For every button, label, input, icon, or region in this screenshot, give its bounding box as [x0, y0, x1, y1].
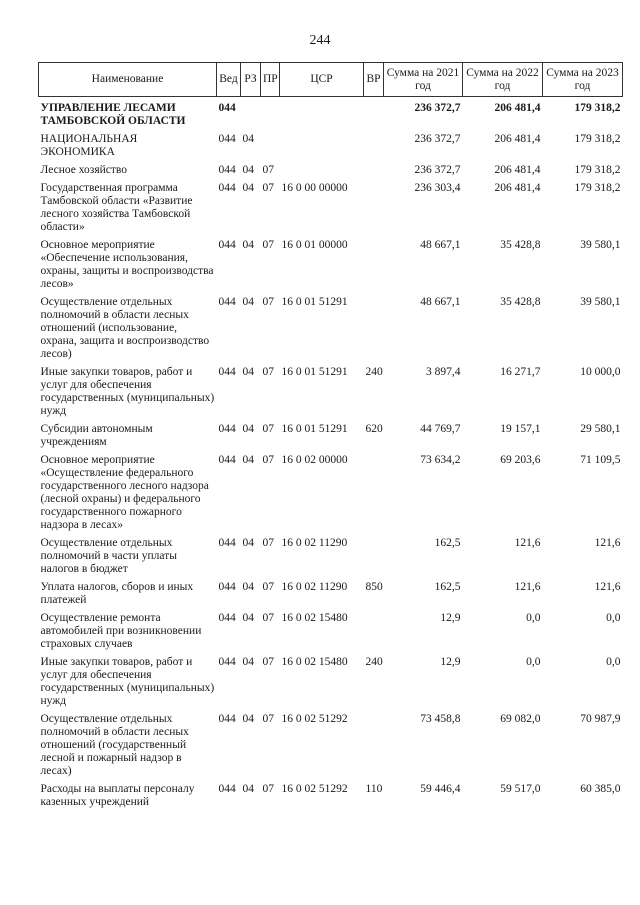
cell-ved: 044 — [218, 296, 236, 308]
cell-pr: 07 — [262, 713, 274, 725]
cell-sum-2023: 179 318,2 — [574, 133, 621, 145]
cell-sum-2021: 44 769,7 — [420, 423, 461, 435]
cell-ved: 044 — [218, 164, 236, 176]
cell-vr: 110 — [365, 783, 383, 795]
cell-pr: 07 — [262, 537, 274, 549]
header-sum-2022: Сумма на 2022 год — [463, 63, 543, 97]
cell-rz — [241, 97, 261, 134]
cell-name: Основное мероприятие «Обеспечение использования, охраны, защиты и воспроизводства лесов» — [40, 239, 214, 290]
header-pr: ПР — [261, 63, 280, 97]
cell-pr: 07 — [262, 656, 274, 668]
cell-csr: 16 0 02 15480 — [281, 612, 348, 624]
cell-pr — [261, 133, 280, 164]
table-row — [39, 612, 623, 656]
cell-csr: 16 0 02 11290 — [281, 537, 348, 549]
cell-sum-2023: 39 580,1 — [580, 296, 621, 308]
cell-sum-2022: 206 481,4 — [494, 164, 541, 176]
cell-sum-2022: 0,0 — [526, 612, 541, 624]
cell-vr — [364, 97, 384, 134]
cell-csr — [280, 133, 364, 164]
cell-csr: 16 0 02 00000 — [281, 454, 348, 466]
cell-rz: 04 — [242, 239, 254, 251]
cell-ved: 044 — [218, 423, 236, 435]
cell-csr: 16 0 01 00000 — [281, 239, 348, 251]
cell-name: Осуществление ремонта автомобилей при возникновении страховых случаев — [40, 612, 202, 650]
cell-csr — [280, 97, 364, 134]
cell-vr — [364, 164, 384, 182]
cell-csr: 16 0 02 11290 — [281, 581, 348, 593]
cell-sum-2021: 162,5 — [434, 537, 461, 549]
cell-ved: 044 — [218, 537, 236, 549]
table-row — [39, 783, 623, 814]
header-vr: ВР — [364, 63, 384, 97]
cell-vr — [364, 454, 384, 537]
cell-pr — [261, 97, 280, 134]
cell-name: Иные закупки товаров, работ и услуг для обеспечения государственных (муниципальных) нужд — [40, 366, 215, 417]
cell-rz: 04 — [242, 133, 254, 145]
cell-rz: 04 — [242, 296, 254, 308]
cell-name: Осуществление отдельных полномочий в области лесных отношений (государственный лесной и пожарный надзор в лесах) — [40, 713, 189, 777]
cell-sum-2022: 206 481,4 — [494, 102, 541, 114]
cell-ved: 044 — [218, 366, 236, 378]
cell-vr — [364, 239, 384, 296]
cell-pr: 07 — [262, 783, 274, 795]
cell-sum-2022: 121,6 — [514, 581, 541, 593]
cell-sum-2021: 12,9 — [440, 656, 461, 668]
cell-sum-2021: 73 634,2 — [420, 454, 461, 466]
cell-sum-2023: 60 385,0 — [580, 783, 621, 795]
cell-rz: 04 — [242, 713, 254, 725]
cell-rz: 04 — [242, 182, 254, 194]
cell-vr — [364, 713, 384, 783]
cell-sum-2022: 16 271,7 — [500, 366, 541, 378]
cell-name: Иные закупки товаров, работ и услуг для обеспечения государственных (муниципальных) нужд — [40, 656, 215, 707]
cell-csr: 16 0 00 00000 — [281, 182, 348, 194]
table-row — [39, 713, 623, 783]
cell-sum-2023: 29 580,1 — [580, 423, 621, 435]
cell-sum-2022: 69 082,0 — [500, 713, 541, 725]
cell-sum-2022: 69 203,6 — [500, 454, 541, 466]
table-row — [39, 296, 623, 366]
cell-ved: 044 — [218, 713, 236, 725]
cell-sum-2023: 121,6 — [594, 581, 621, 593]
cell-sum-2021: 236 372,7 — [414, 164, 461, 176]
table-body — [39, 97, 623, 815]
cell-vr — [364, 182, 384, 239]
cell-csr: 16 0 01 51291 — [281, 296, 348, 308]
cell-sum-2021: 162,5 — [434, 581, 461, 593]
cell-pr: 07 — [262, 612, 274, 624]
cell-vr: 240 — [365, 366, 383, 378]
header-ved: Вед — [217, 63, 241, 97]
cell-name: Государственная программа Тамбовской области «Развитие лесного хозяйства Тамбовской области» — [40, 182, 193, 233]
page-number: 244 — [309, 33, 331, 48]
cell-vr — [364, 537, 384, 581]
cell-vr: 240 — [365, 656, 383, 668]
cell-csr — [280, 164, 364, 182]
cell-rz: 04 — [242, 537, 254, 549]
cell-sum-2021: 236 303,4 — [414, 182, 461, 194]
budget-table — [38, 62, 623, 814]
cell-vr — [364, 612, 384, 656]
cell-csr: 16 0 02 51292 — [281, 783, 348, 795]
cell-pr: 07 — [262, 423, 274, 435]
cell-sum-2021: 48 667,1 — [420, 239, 461, 251]
cell-sum-2022: 0,0 — [526, 656, 541, 668]
cell-name: УПРАВЛЕНИЕ ЛЕСАМИ ТАМБОВСКОЙ ОБЛАСТИ — [40, 102, 186, 127]
table-row — [39, 366, 623, 423]
cell-ved: 044 — [218, 102, 236, 114]
table-row — [39, 656, 623, 713]
cell-ved: 044 — [218, 182, 236, 194]
table-row — [39, 454, 623, 537]
cell-name: Осуществление отдельных полномочий в части уплаты налогов в бюджет — [40, 537, 177, 575]
cell-name: НАЦИОНАЛЬНАЯ ЭКОНОМИКА — [40, 133, 138, 158]
cell-vr: 850 — [365, 581, 383, 593]
table-row — [39, 239, 623, 296]
cell-rz: 04 — [242, 612, 254, 624]
header-csr: ЦСР — [280, 63, 364, 97]
cell-name: Лесное хозяйство — [40, 164, 128, 176]
cell-csr: 16 0 02 15480 — [281, 656, 348, 668]
header-sum-2023: Сумма на 2023 год — [543, 63, 623, 97]
header-rz: РЗ — [241, 63, 261, 97]
cell-rz: 04 — [242, 164, 254, 176]
table-header-row — [39, 63, 623, 97]
cell-sum-2021: 236 372,7 — [414, 133, 461, 145]
cell-ved: 044 — [218, 783, 236, 795]
cell-vr: 620 — [365, 423, 383, 435]
cell-rz: 04 — [242, 423, 254, 435]
cell-sum-2022: 35 428,8 — [500, 239, 541, 251]
table-row — [39, 97, 623, 134]
cell-sum-2021: 48 667,1 — [420, 296, 461, 308]
table-row — [39, 133, 623, 164]
cell-pr: 07 — [262, 182, 274, 194]
cell-sum-2022: 19 157,1 — [500, 423, 541, 435]
cell-rz: 04 — [242, 783, 254, 795]
cell-name: Расходы на выплаты персоналу казенных учреждений — [40, 783, 195, 808]
cell-sum-2022: 206 481,4 — [494, 133, 541, 145]
cell-vr — [364, 133, 384, 164]
cell-sum-2023: 10 000,0 — [580, 366, 621, 378]
cell-name: Осуществление отдельных полномочий в области лесных отношений (использование, охрана, защита и воспроизводство лесов) — [40, 296, 210, 360]
cell-name: Уплата налогов, сборов и иных платежей — [40, 581, 194, 606]
cell-csr: 16 0 01 51291 — [281, 423, 348, 435]
cell-sum-2023: 71 109,5 — [580, 454, 621, 466]
cell-sum-2023: 179 318,2 — [574, 164, 621, 176]
cell-sum-2021: 3 897,4 — [426, 366, 461, 378]
cell-pr: 07 — [262, 296, 274, 308]
cell-ved: 044 — [218, 656, 236, 668]
cell-ved: 044 — [218, 454, 236, 466]
cell-sum-2023: 0,0 — [606, 656, 621, 668]
cell-pr: 07 — [262, 239, 274, 251]
cell-csr: 16 0 02 51292 — [281, 713, 348, 725]
cell-sum-2022: 59 517,0 — [500, 783, 541, 795]
cell-sum-2022: 35 428,8 — [500, 296, 541, 308]
cell-vr — [364, 296, 384, 366]
table-row — [39, 423, 623, 454]
cell-rz: 04 — [242, 581, 254, 593]
table-row — [39, 581, 623, 612]
cell-sum-2023: 70 987,9 — [580, 713, 621, 725]
cell-rz: 04 — [242, 454, 254, 466]
cell-sum-2023: 121,6 — [594, 537, 621, 549]
cell-sum-2021: 59 446,4 — [420, 783, 461, 795]
header-name: Наименование — [39, 63, 217, 97]
cell-sum-2022: 121,6 — [514, 537, 541, 549]
cell-rz: 04 — [242, 366, 254, 378]
cell-rz: 04 — [242, 656, 254, 668]
cell-sum-2021: 12,9 — [440, 612, 461, 624]
table-row — [39, 537, 623, 581]
cell-sum-2023: 179 318,2 — [574, 102, 621, 114]
cell-sum-2022: 206 481,4 — [494, 182, 541, 194]
header-sum-2021: Сумма на 2021 год — [384, 63, 463, 97]
cell-sum-2021: 236 372,7 — [414, 102, 461, 114]
cell-name: Субсидии автономным учреждениям — [40, 423, 153, 448]
cell-pr: 07 — [262, 581, 274, 593]
cell-sum-2023: 179 318,2 — [574, 182, 621, 194]
cell-name: Основное мероприятие «Осуществление федерального государственного лесного надзора (лесной охраны) и федерального государственного пожарного надзора в лесах» — [40, 454, 209, 531]
cell-ved: 044 — [218, 239, 236, 251]
cell-ved: 044 — [218, 612, 236, 624]
cell-csr: 16 0 01 51291 — [281, 366, 348, 378]
cell-ved: 044 — [218, 581, 236, 593]
cell-pr: 07 — [262, 164, 274, 176]
table-row — [39, 182, 623, 239]
cell-sum-2023: 39 580,1 — [580, 239, 621, 251]
cell-sum-2023: 0,0 — [606, 612, 621, 624]
cell-ved: 044 — [218, 133, 236, 145]
cell-sum-2021: 73 458,8 — [420, 713, 461, 725]
cell-pr: 07 — [262, 366, 274, 378]
table-row — [39, 164, 623, 182]
cell-pr: 07 — [262, 454, 274, 466]
